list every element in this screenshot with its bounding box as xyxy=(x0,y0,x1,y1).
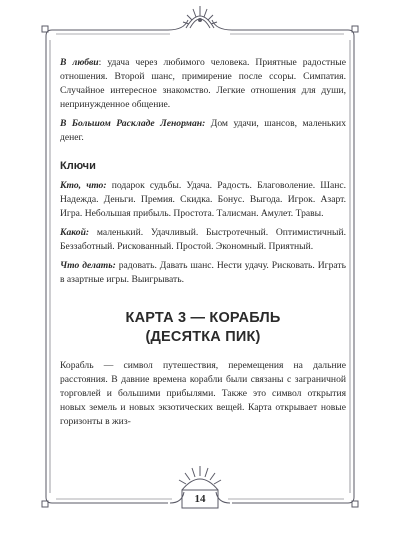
love-text: : удача через любимого человека. Приятные радостные отношения. Второй шанс, примирение после ссоры. Симпатия. Случайное интересное знакомство. Легкие отношения для души, непринужденное общение. xyxy=(60,57,346,110)
big-spread-term: В Большом Раскладе Ленорман: xyxy=(60,118,206,129)
big-spread-text: Дом удачи, шансов, маленьких денег. xyxy=(60,118,346,143)
what-kind-paragraph xyxy=(60,226,346,254)
what-do-text: радовать. Давать шанс. Нести удачу. Рисковать. Играть в азартные игры. Выигрывать. xyxy=(60,260,346,285)
who-paragraph xyxy=(60,179,346,221)
card-title-line2: (ДЕСЯТКА ПИК) xyxy=(145,329,261,345)
what-kind-text: маленький. Удачливый. Быстротечный. Оптимистичный. Беззаботный. Рискованный. Простой. Экономный. Приятный. xyxy=(60,227,346,252)
what-kind-term: Какой: xyxy=(60,227,90,238)
what-do-term: Что делать: xyxy=(60,260,116,271)
who-text: подарок судьбы. Удача. Радость. Благоволение. Шанс. Надежда. Деньги. Премия. Скидка. Бонус. Выгода. Игрок. Азарт. Игра. Небольшая прибыль. Простота. Талисман. Амулет. Травы. xyxy=(60,180,346,219)
page-number: 14 xyxy=(194,493,206,505)
what-do-paragraph xyxy=(60,259,346,287)
big-spread-paragraph xyxy=(60,117,346,145)
intro-paragraph: Корабль — символ путешествия, перемещения на дальние расстояния. В давние времена корабли были связаны с заграничной торговлей и большими прибылями. Также это символ открытия новых земель и новых экзотических вещей. Карта открывает новые горизонты в жиз- xyxy=(60,360,346,427)
card-title-line1: КАРТА 3 — КОРАБЛЬ xyxy=(125,310,281,326)
who-term: Кто, что: xyxy=(60,180,107,191)
page-text xyxy=(60,56,346,434)
love-term: В любви xyxy=(60,57,99,68)
keys-heading: Ключи xyxy=(60,160,96,172)
card-title xyxy=(60,309,346,347)
love-paragraph xyxy=(60,56,346,112)
